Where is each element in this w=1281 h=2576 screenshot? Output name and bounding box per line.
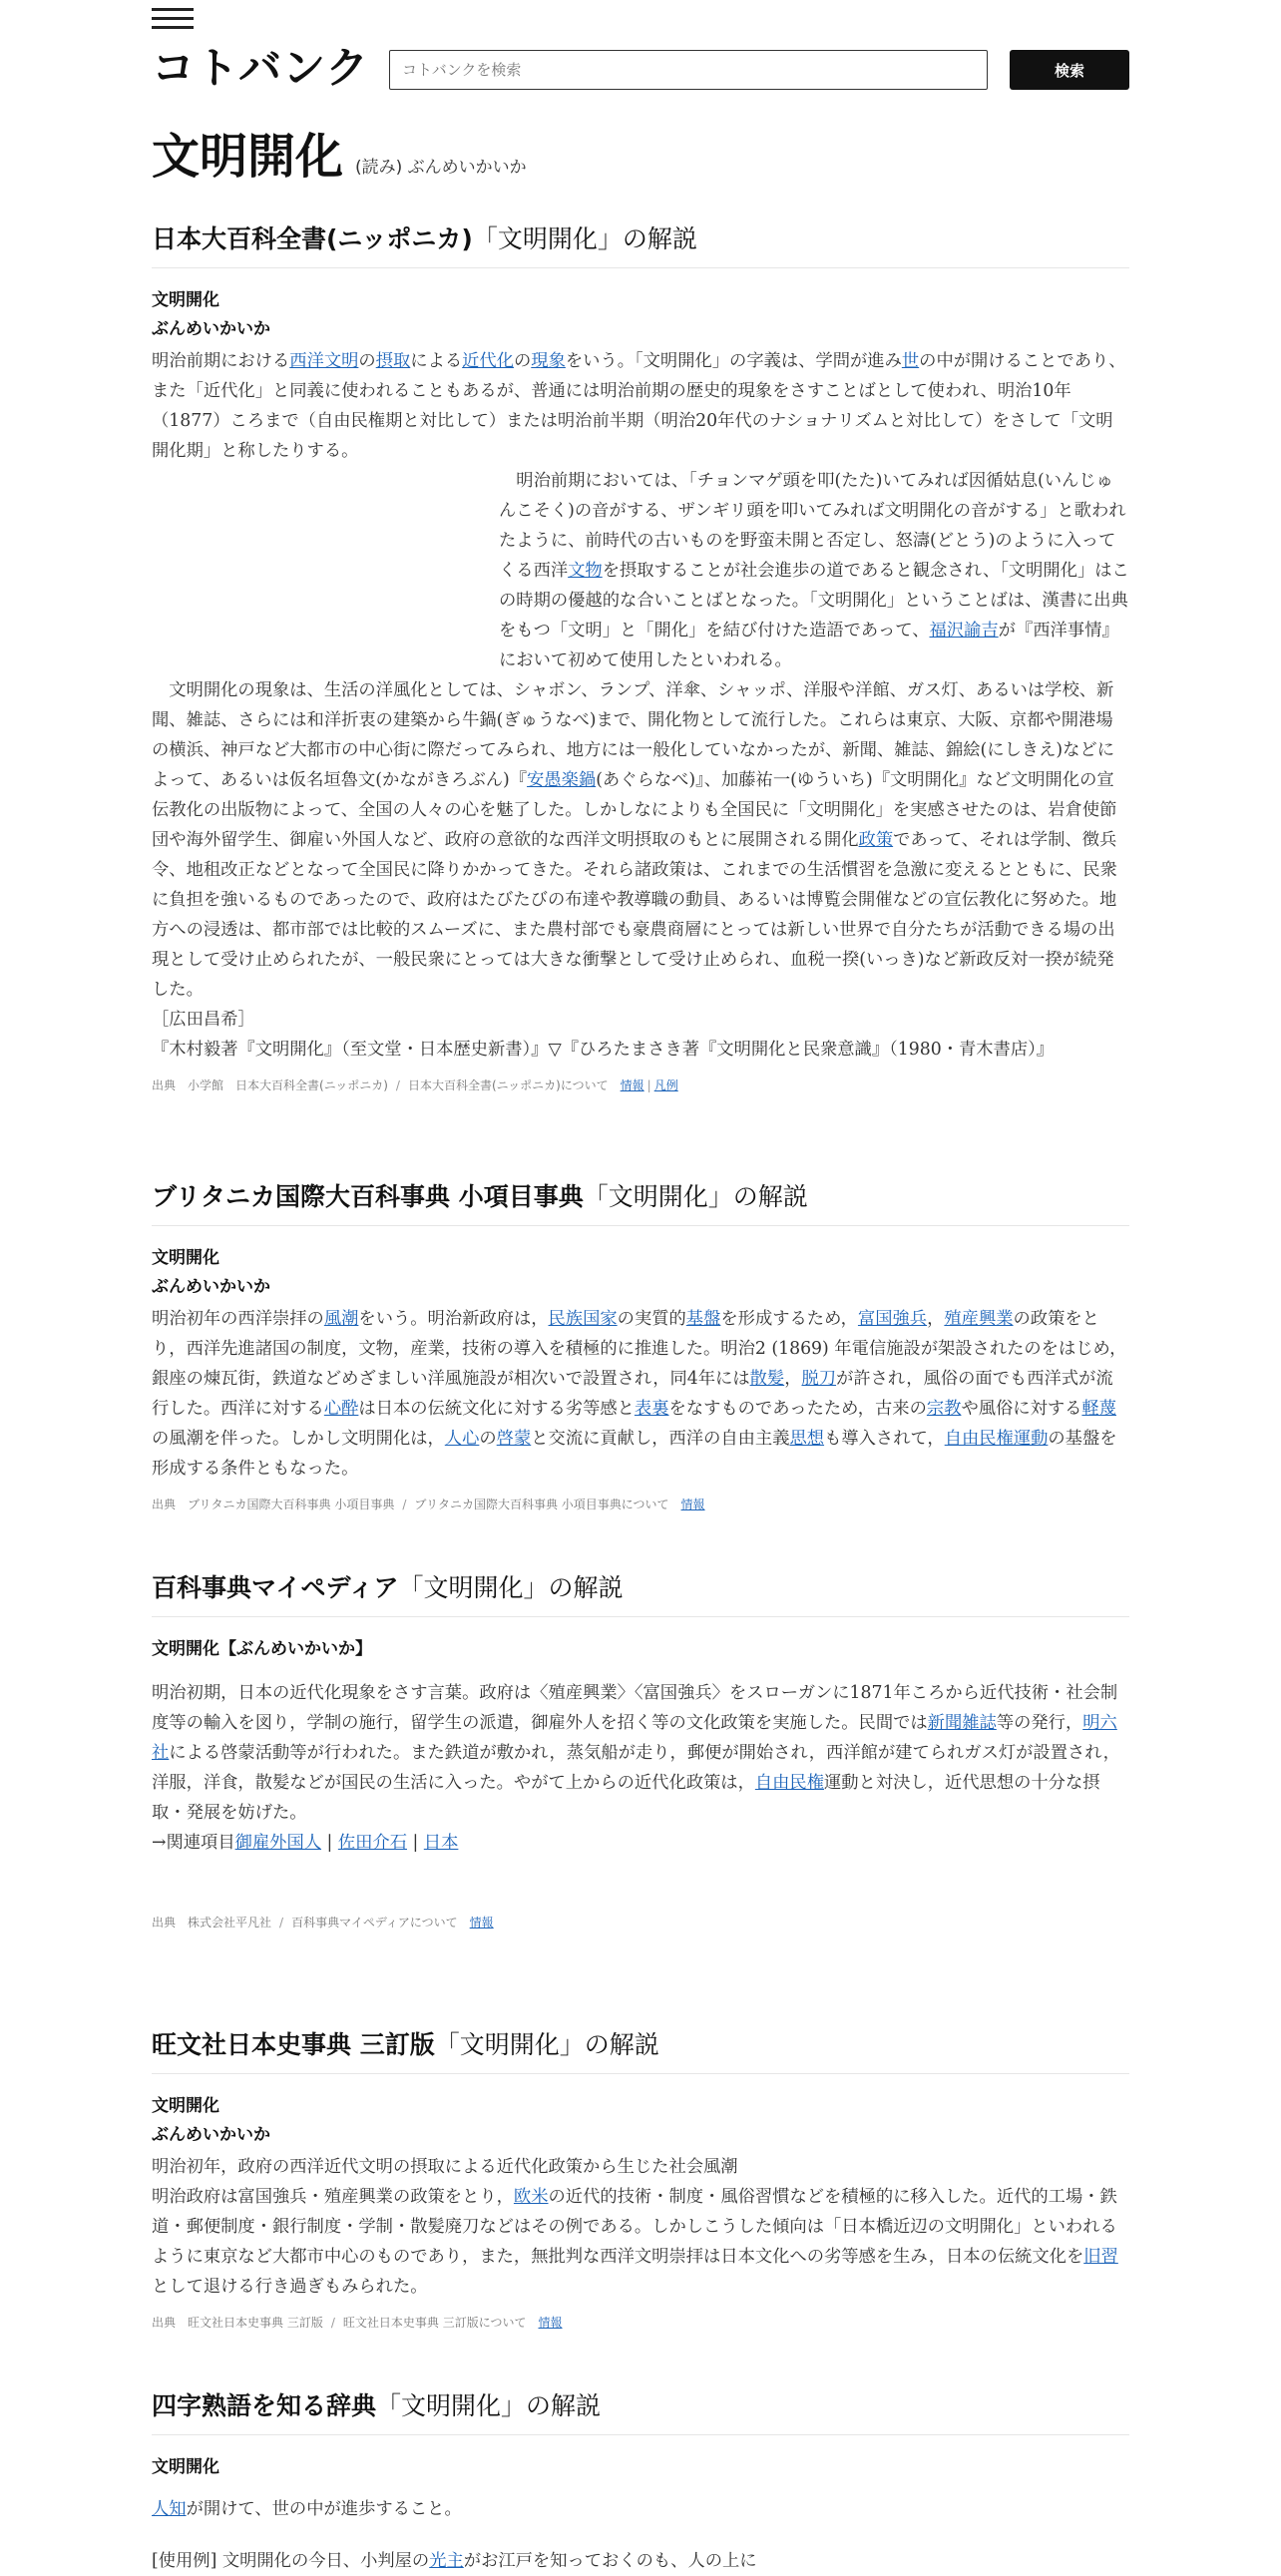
source-line: 出典 旺文社日本史事典 三訂版 / 旺文社日本史事典 三訂版について 情報 <box>152 2316 563 2330</box>
references: 『木村毅著『文明開化』（至文堂・日本歴史新書）』▽『ひろたまさき著『文明開化と民衆意識』（1980・青木書店）』 <box>152 1040 1055 1060</box>
dictionary-name: 百科事典マイペディア <box>152 1573 399 1602</box>
text-run: をなすものであったため，古来の <box>668 1399 927 1419</box>
section-nipponica <box>152 219 1129 1093</box>
inline-term-link[interactable]: 文物 <box>568 561 603 581</box>
inline-term-link[interactable]: 摂取 <box>375 351 411 371</box>
text-run: の <box>514 351 532 371</box>
text-run: 明治前期においては、「チョンマゲ頭を叩(たた)いてみれば因循姑息(いんじゅんこそく)の音がする、ザンギリ頭を叩いてみれば文明開化の音がする」と歌われたように、前時代の古いものを野蛮未開と否定し、怒濤(どとう)のように入ってくる西洋 <box>499 471 1126 581</box>
inline-term-link[interactable]: 近代化 <box>462 351 514 371</box>
related-item-link[interactable]: 御雇外国人 <box>234 1833 322 1853</box>
inline-term-link[interactable]: 人知 <box>152 2499 187 2519</box>
paragraph <box>152 1678 1129 1828</box>
inline-term-link[interactable]: 殖産興業 <box>944 1309 1014 1329</box>
text-run: や風俗に対する <box>961 1399 1082 1419</box>
inline-term-link[interactable]: 西洋文明 <box>289 351 359 371</box>
entry-body <box>152 1678 1129 1858</box>
source-publisher: 株式会社平凡社 <box>188 1916 272 1930</box>
inline-term-link[interactable]: 世 <box>901 351 920 371</box>
section-mypedia <box>152 1568 1129 1931</box>
text-run: の基盤を形成する条件ともなった。 <box>152 1429 1117 1479</box>
inline-term-link[interactable]: 自由民権 <box>754 1773 824 1793</box>
text-run: は日本の伝統文化に対する劣等感と <box>358 1399 635 1419</box>
inline-term-link[interactable]: 啓蒙 <box>496 1429 532 1449</box>
section-heading <box>152 2025 1129 2074</box>
paragraph <box>152 2494 1129 2524</box>
inline-term-link[interactable]: 明六社 <box>152 1713 1117 1763</box>
text-run: による啓蒙活動等が行われた。また鉄道が敷かれ，蒸気船が走り，郵便が開始され，西洋館が建てられガス灯が設置され，洋服，洋食，散髪などが国民の生活に入った。やがて上からの近代化政策は， <box>152 1743 1120 1793</box>
inline-term-link[interactable]: 人心 <box>444 1429 480 1449</box>
page-title-reading: (読み) ぶんめいかいか <box>355 158 527 178</box>
text-run: の政策をとり，西洋先進諸国の制度，文物，産業，技術の導入を積極的に推進した。明治2 (1869) 年電信施設が架設されたのをはじめ，銀座の煉瓦街，鉄道などめざましい洋風施設が相次いで設置され，同4年には <box>152 1309 1127 1389</box>
section-yojijukugo <box>152 2386 1129 2576</box>
info-link[interactable]: 情報 <box>538 2316 563 2330</box>
related-separator: | <box>321 1833 338 1853</box>
text-run: が『西洋事情』において初めて使用したといわれる。 <box>499 621 1119 670</box>
heading-suffix: 「文明開化」の解説 <box>583 1182 808 1211</box>
info-link[interactable]: 情報 <box>620 1078 644 1092</box>
heading-suffix: 「文明開化」の解説 <box>398 1573 624 1602</box>
related-item-link[interactable]: 佐田介石 <box>337 1833 407 1853</box>
hamburger-menu-icon[interactable] <box>152 8 194 30</box>
search-button[interactable]: 検索 <box>1010 50 1129 90</box>
related-items <box>152 1828 1129 1858</box>
source-about: 百科事典マイペディアについて <box>291 1916 458 1930</box>
inline-term-link[interactable]: 新聞雑誌 <box>927 1713 997 1733</box>
inline-term-link[interactable]: 民族国家 <box>548 1309 618 1329</box>
source-label: 出典 <box>152 1916 177 1930</box>
source-about: 旺文社日本史事典 三訂版について <box>342 2316 527 2330</box>
text-run: の <box>358 351 376 371</box>
text-run: を形成するため， <box>720 1309 858 1329</box>
inline-term-link[interactable]: 欧米 <box>513 2187 549 2207</box>
entry-body <box>152 2152 1129 2302</box>
paragraph <box>499 466 1129 675</box>
entry-body <box>152 1304 1129 1484</box>
source-publisher: 小学館 日本大百科全書(ニッポニカ) <box>188 1078 388 1092</box>
related-separator: | <box>406 1833 424 1853</box>
section-heading <box>152 1568 1129 1617</box>
text-run: をいう。明治新政府は， <box>358 1309 549 1329</box>
dictionary-name: 四字熟語を知る辞典 <box>152 2391 377 2420</box>
heading-suffix: 「文明開化」の解説 <box>376 2391 602 2420</box>
heading-suffix: 「文明開化」の解説 <box>472 224 697 253</box>
text-run: 文明開化の現象は、生活の洋風化としては、シャボン、ランプ、洋傘、シャッポ、洋服や洋館、ガス灯、あるいは学校、新聞、雑誌、さらには和洋折衷の建築から牛鍋(ぎゅうなべ)まで、開化物として流行した。これらは東京、大阪、京都や開港場の横浜、神戸など大都市の中心街に際だってみられ、地方には一般化していなかったが、新聞、雑誌、錦絵(にしきえ)などによって、あるいは仮名垣魯文(かながきろぶん)『 <box>152 680 1114 790</box>
inline-term-link[interactable]: 光主 <box>429 2551 464 2571</box>
inline-term-link[interactable]: 脱刀 <box>801 1369 837 1389</box>
section-obunsha <box>152 2025 1129 2331</box>
related-label: →関連項目 <box>152 1833 235 1853</box>
text-run: の風潮を伴った。しかし文明開化は， <box>152 1429 445 1449</box>
entry-term: 文明開化 <box>152 1248 219 1268</box>
inline-term-link[interactable]: 軽蔑 <box>1081 1399 1116 1419</box>
inline-term-link[interactable]: 散髪 <box>749 1369 785 1389</box>
source-line: 出典 ブリタニカ国際大百科事典 小項目事典 / ブリタニカ国際大百科事典 小項目事典について 情報 <box>152 1498 705 1511</box>
search-input[interactable] <box>389 50 988 90</box>
inline-term-link[interactable]: 表裏 <box>634 1399 669 1419</box>
source-about: 日本大百科全書(ニッポニカ)について <box>407 1078 609 1092</box>
text-run: 運動と対決し，近代思想の十分な摂取・発展を妨げた。 <box>152 1773 1100 1823</box>
text-run: の近代的技術・制度・風俗習慣などを積極的に移入した。近代的工場・鉄道・郵便制度・銀行制度・学制・散髪廃刀などはその例である。しかしこうした傾向は「日本橋近辺の文明開化」といわれるように東京など大都市中心のものであり，また，無批判な西洋文明崇拝は日本文化への劣等感を生み，日本の伝統文化を <box>152 2187 1117 2267</box>
text-run: 明治初年の西洋崇拝の <box>152 1309 324 1329</box>
related-item-link[interactable]: 日本 <box>423 1833 459 1853</box>
entry-term: 文明開化 <box>152 2096 219 2116</box>
entry-reading: ぶんめいかいか <box>152 2125 270 2145</box>
paragraph <box>152 1304 1129 1484</box>
inline-term-link[interactable]: 思想 <box>789 1429 825 1449</box>
inline-term-link[interactable]: 風潮 <box>323 1309 359 1329</box>
text-run: として退ける行き過ぎもみられた。 <box>152 2277 428 2297</box>
info-link[interactable]: 情報 <box>680 1498 705 1511</box>
inline-term-link[interactable]: 基盤 <box>685 1309 721 1329</box>
paragraph <box>152 675 1129 1005</box>
inline-term-link[interactable]: 心酔 <box>323 1399 359 1419</box>
rules-link[interactable]: 凡例 <box>653 1078 678 1092</box>
text-run: をいう。「文明開化」の字義は、学問が進み <box>565 351 902 371</box>
text-run: 明治政府は富国強兵・殖産興業の政策をとり， <box>152 2187 514 2207</box>
text-run: 明治初期，日本の近代化現象をさす言葉。政府は〈殖産興業〉〈富国強兵〉をスローガンに1871年ころから近代技術・社会制度等の輸入を図り，学制の施行，留学生の派遣，御雇外人を招く等の文化政策を実施した。民間では <box>152 1683 1118 1733</box>
text-run: が許され，風俗の面でも西洋式が流行した。西洋に対する <box>152 1369 1113 1419</box>
entry-body <box>152 2494 1129 2576</box>
text-run: の実質的 <box>617 1309 686 1329</box>
text-run: の中が開けることであり、また「近代化」と同義に使われることもあるが、普通には明治前期の歴史的現象をさすことばとして使われ、明治10年（1877）ころまで（自由民権期と対比して）または明治前半期（明治20年代のナショナリズムと対比して）をさして「文明開化期」と称したりする。 <box>152 351 1126 461</box>
dictionary-name: 旺文社日本史事典 三訂版 <box>152 2030 435 2059</box>
entry-term: 文明開化【ぶんめいかいか】 <box>152 1639 372 1659</box>
text-run: を摂取することが社会進歩の道であると観念され、「文明開化」はこの時期の優越的な合いことばとなった。「文明開化」ということばは、漢書に出典をもつ「文明」と「開化」を結び付けた造語であって、 <box>499 561 1129 641</box>
entry-reading: ぶんめいかいか <box>152 319 270 339</box>
source-line: 出典 小学館 日本大百科全書(ニッポニカ) / 日本大百科全書(ニッポニカ)について 情報 | 凡例 <box>152 1078 678 1092</box>
text-run: ， <box>927 1309 945 1329</box>
source-line: 出典 株式会社平凡社 / 百科事典マイペディアについて 情報 <box>152 1916 494 1930</box>
paragraph <box>152 2182 1129 2302</box>
paragraph <box>152 346 1129 466</box>
page-title-term: 文明開化 <box>152 129 344 185</box>
inline-term-link[interactable]: 現象 <box>531 351 566 371</box>
text-run: 明治前期における <box>152 351 290 371</box>
inline-term-link[interactable]: 旧習 <box>1083 2247 1118 2267</box>
entry-term: 文明開化 <box>152 290 219 310</box>
text-run: [使用例] 文明開化の今日、小判屋の <box>152 2551 430 2571</box>
text-run: も導入されて， <box>824 1429 945 1449</box>
source-label: 出典 <box>152 1498 177 1511</box>
entry-reading: ぶんめいかいか <box>152 1277 270 1297</box>
entry-term: 文明開化 <box>152 2457 219 2477</box>
inline-term-link[interactable]: 政策 <box>858 830 894 850</box>
paragraph <box>152 2546 1129 2576</box>
author: ［広田昌希］ <box>152 1010 255 1030</box>
section-britannica <box>152 1177 1129 1512</box>
page-title <box>152 118 527 185</box>
dictionary-name: ブリタニカ国際大百科事典 小項目事典 <box>152 1182 584 1211</box>
source-about: ブリタニカ国際大百科事典 小項目事典について <box>414 1498 669 1511</box>
section-heading <box>152 1177 1129 1226</box>
source-label: 出典 <box>152 2316 177 2330</box>
text-run: の <box>479 1429 497 1449</box>
text-run: がお江戸を知っておくのも、人の上に <box>463 2551 757 2571</box>
text-run: (あぐらなべ)』、加藤祐一(ゆういち)『文明開化』など文明開化の宣伝教化の出版物によって、全国の人々の心を魅了した。しかしなによりも全国民に「文明開化」を実感させたのは、岩倉使節団や海外留学生、御雇い外国人など、政府の意欲的な西洋文明摂取のもとに展開される開化 <box>152 770 1117 850</box>
inline-term-link[interactable]: 宗教 <box>926 1399 962 1419</box>
section-heading <box>152 219 1129 268</box>
inline-term-link[interactable]: 富国強兵 <box>857 1309 928 1329</box>
text-run: による <box>410 351 463 371</box>
entry-body <box>152 346 1129 1065</box>
text-run: が開けて、世の中が進歩すること。 <box>186 2499 462 2519</box>
summary-line: 明治初年，政府の西洋近代文明の摂取による近代化政策から生じた社会風潮 <box>152 2157 738 2177</box>
section-heading <box>152 2386 1129 2435</box>
source-publisher: ブリタニカ国際大百科事典 小項目事典 <box>188 1498 395 1511</box>
heading-suffix: 「文明開化」の解説 <box>434 2030 659 2059</box>
dictionary-name: 日本大百科全書(ニッポニカ) <box>152 224 473 253</box>
text-run: と交流に貢献し，西洋の自由主義 <box>531 1429 790 1449</box>
text-run: であって、それは学制、徴兵令、地租改正などとなって全国民に降りかかってきた。それら諸政策は、これまでの生活慣習を急激に変えるとともに、民衆に負担を強いるものであったので、政府はたびたびの布達や教導職の動員、あるいは博覧会開催などの宣伝教化に努めた。地方への浸透は、都市部では比較的スムーズに、また農村部でも豪農商層にとっては新しい世界で自分たちが活動できる場の出現として受け止められたが、一般民衆にとっては大きな衝撃として受け止められ、血税一揆(いっき)など新政反対一揆が続発した。 <box>152 830 1117 1000</box>
site-logo[interactable]: コトバンク <box>152 44 370 94</box>
inline-term-link[interactable]: 安愚楽鍋 <box>527 770 597 790</box>
inline-term-link[interactable]: 福沢諭吉 <box>929 621 999 641</box>
source-publisher: 旺文社日本史事典 三訂版 <box>188 2316 323 2330</box>
inline-term-link[interactable]: 自由民権運動 <box>944 1429 1049 1449</box>
text-run: 等の発行， <box>996 1713 1083 1733</box>
text-run: ， <box>784 1369 802 1389</box>
info-link[interactable]: 情報 <box>469 1916 494 1930</box>
source-label: 出典 <box>152 1078 177 1092</box>
